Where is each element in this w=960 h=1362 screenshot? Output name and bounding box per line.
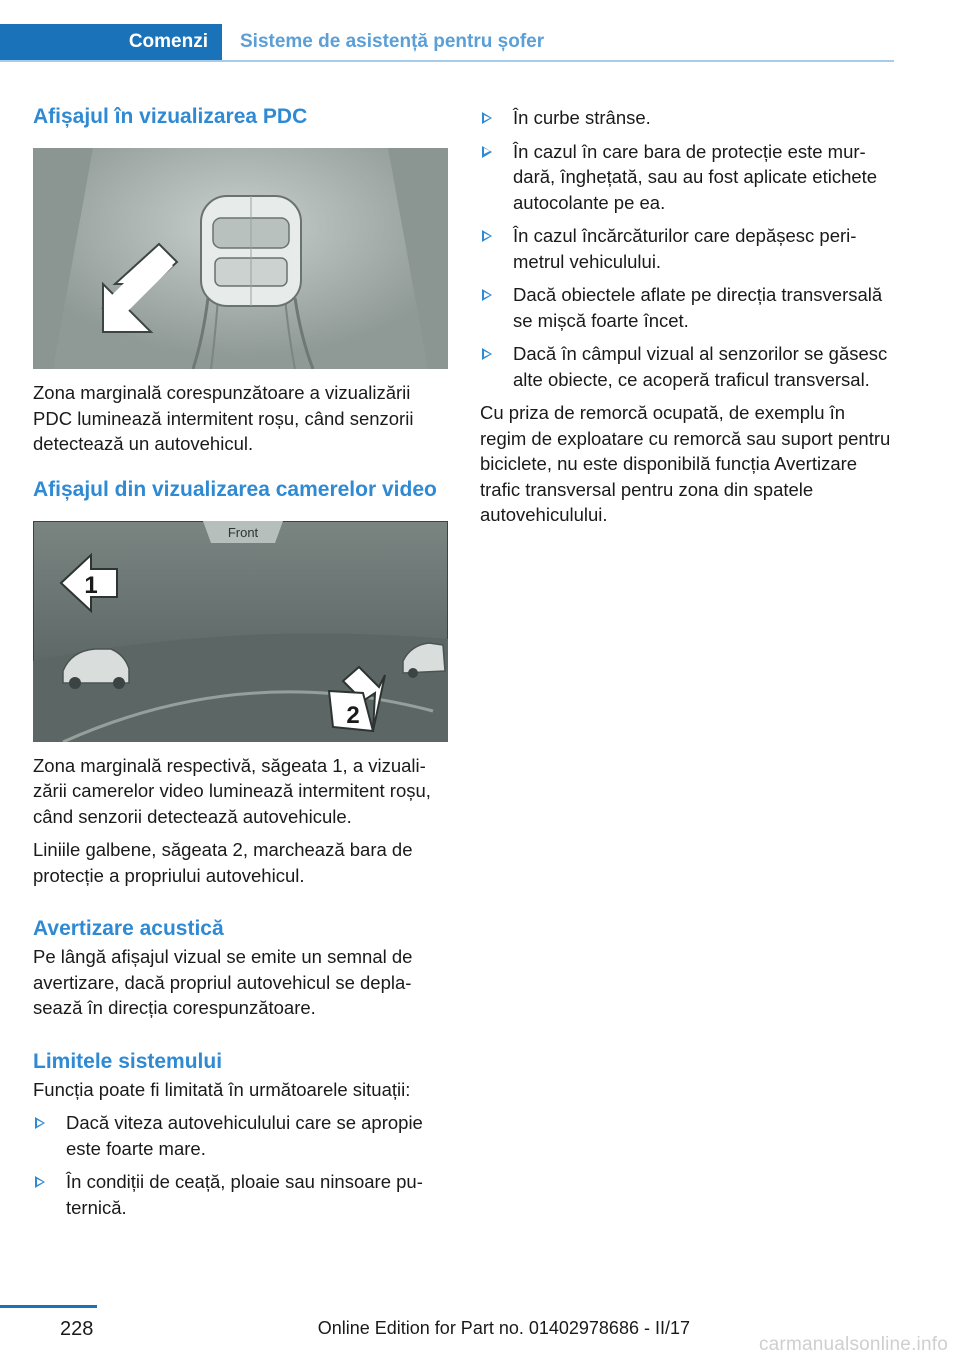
left-column: [33, 100, 448, 1220]
list-item: Dacă viteza autovehiculului care se apropie este foarte mare.: [33, 1110, 448, 1161]
heading-acoustic-warning: Avertizare acustică: [33, 917, 224, 940]
bullet-triangle-icon: [482, 289, 492, 301]
camera-view-figure: [33, 521, 448, 742]
list-item: În curbe strânse.: [480, 105, 896, 131]
header-divider: [0, 60, 894, 62]
front-label: Front: [227, 524, 259, 540]
camera-description-2: Liniile galbene, săgeata 2, marchează bara de protecție a propriului autovehicul.: [33, 839, 413, 886]
camera-description-1: Zona marginală respectivă, săgeata 1, a vizualizării camerelor video luminează intermitent roșu, când senzorii detectează autovehicule.: [33, 754, 431, 827]
list-item: Dacă în câmpul vizual al senzorilor se găsesc alte obiecte, ce acoperă traficul transversal.: [480, 341, 896, 392]
limits-list-right: [480, 105, 896, 392]
bullet-triangle-icon: [35, 1176, 45, 1188]
right-column: [480, 100, 896, 528]
pdc-view-figure: [33, 148, 448, 369]
arrow-2-label: 2: [346, 701, 360, 729]
limits-intro: Funcția poate fi limitată în următoarele situații:: [33, 1078, 411, 1100]
page-number: 228: [60, 1318, 94, 1340]
edition-note: Online Edition for Part no. 01402978686 - II/17: [317, 1318, 690, 1338]
bullet-triangle-icon: [35, 1117, 45, 1129]
list-item: În condiții de ceață, ploaie sau ninsoare puternică.: [33, 1169, 448, 1220]
pdc-description: Zona marginală corespunzătoare a vizualizării PDC luminează intermitent roșu, când senzorii detectează un autovehicul.: [33, 382, 414, 454]
bullet-triangle-icon: [482, 348, 492, 360]
arrow-1-label: 1: [84, 571, 98, 599]
list-item: Dacă obiectele aflate pe direcția transversală se mișcă foarte încet.: [480, 282, 896, 333]
list-item: În cazul în care bara de protecție este murdară, înghețată, sau au fost aplicate etichete autocolante pe ea.: [480, 139, 896, 216]
watermark: carmanualsonline.info: [758, 1334, 948, 1355]
heading-camera-view: Afișajul din vizualizarea camerelor video: [33, 477, 437, 501]
car-top-view: [201, 196, 301, 306]
footer-divider: [0, 1305, 97, 1308]
acoustic-description: Pe lângă afișajul vizual se emite un semnal de avertizare, dacă propriul autovehicul se deplasează în direcția corespunzătoare.: [33, 946, 413, 1018]
header-bar: [0, 24, 894, 62]
tab-section-title[interactable]: Sisteme de asistență pentru șofer: [240, 31, 545, 52]
bullet-triangle-icon: [482, 230, 492, 242]
trailer-note: Cu priza de remorcă ocupată, de exemplu în regim de exploatare cu remorcă sau suport pentru biciclete, nu este disponibilă funcția Avertizare trafic transversal pentru zona din spatele autovehiculului.: [480, 402, 891, 525]
tab-comenzi[interactable]: Comenzi: [0, 24, 222, 60]
list-item: În cazul încărcăturilor care depășesc perimetrul vehiculului.: [480, 223, 896, 274]
bullet-triangle-icon: [482, 146, 492, 158]
heading-pdc-view: Afișajul în vizualizarea PDC: [33, 105, 308, 128]
bullet-triangle-icon: [482, 112, 492, 124]
limits-list-left: [33, 1110, 448, 1220]
heading-system-limits: Limitele sistemului: [33, 1049, 223, 1073]
